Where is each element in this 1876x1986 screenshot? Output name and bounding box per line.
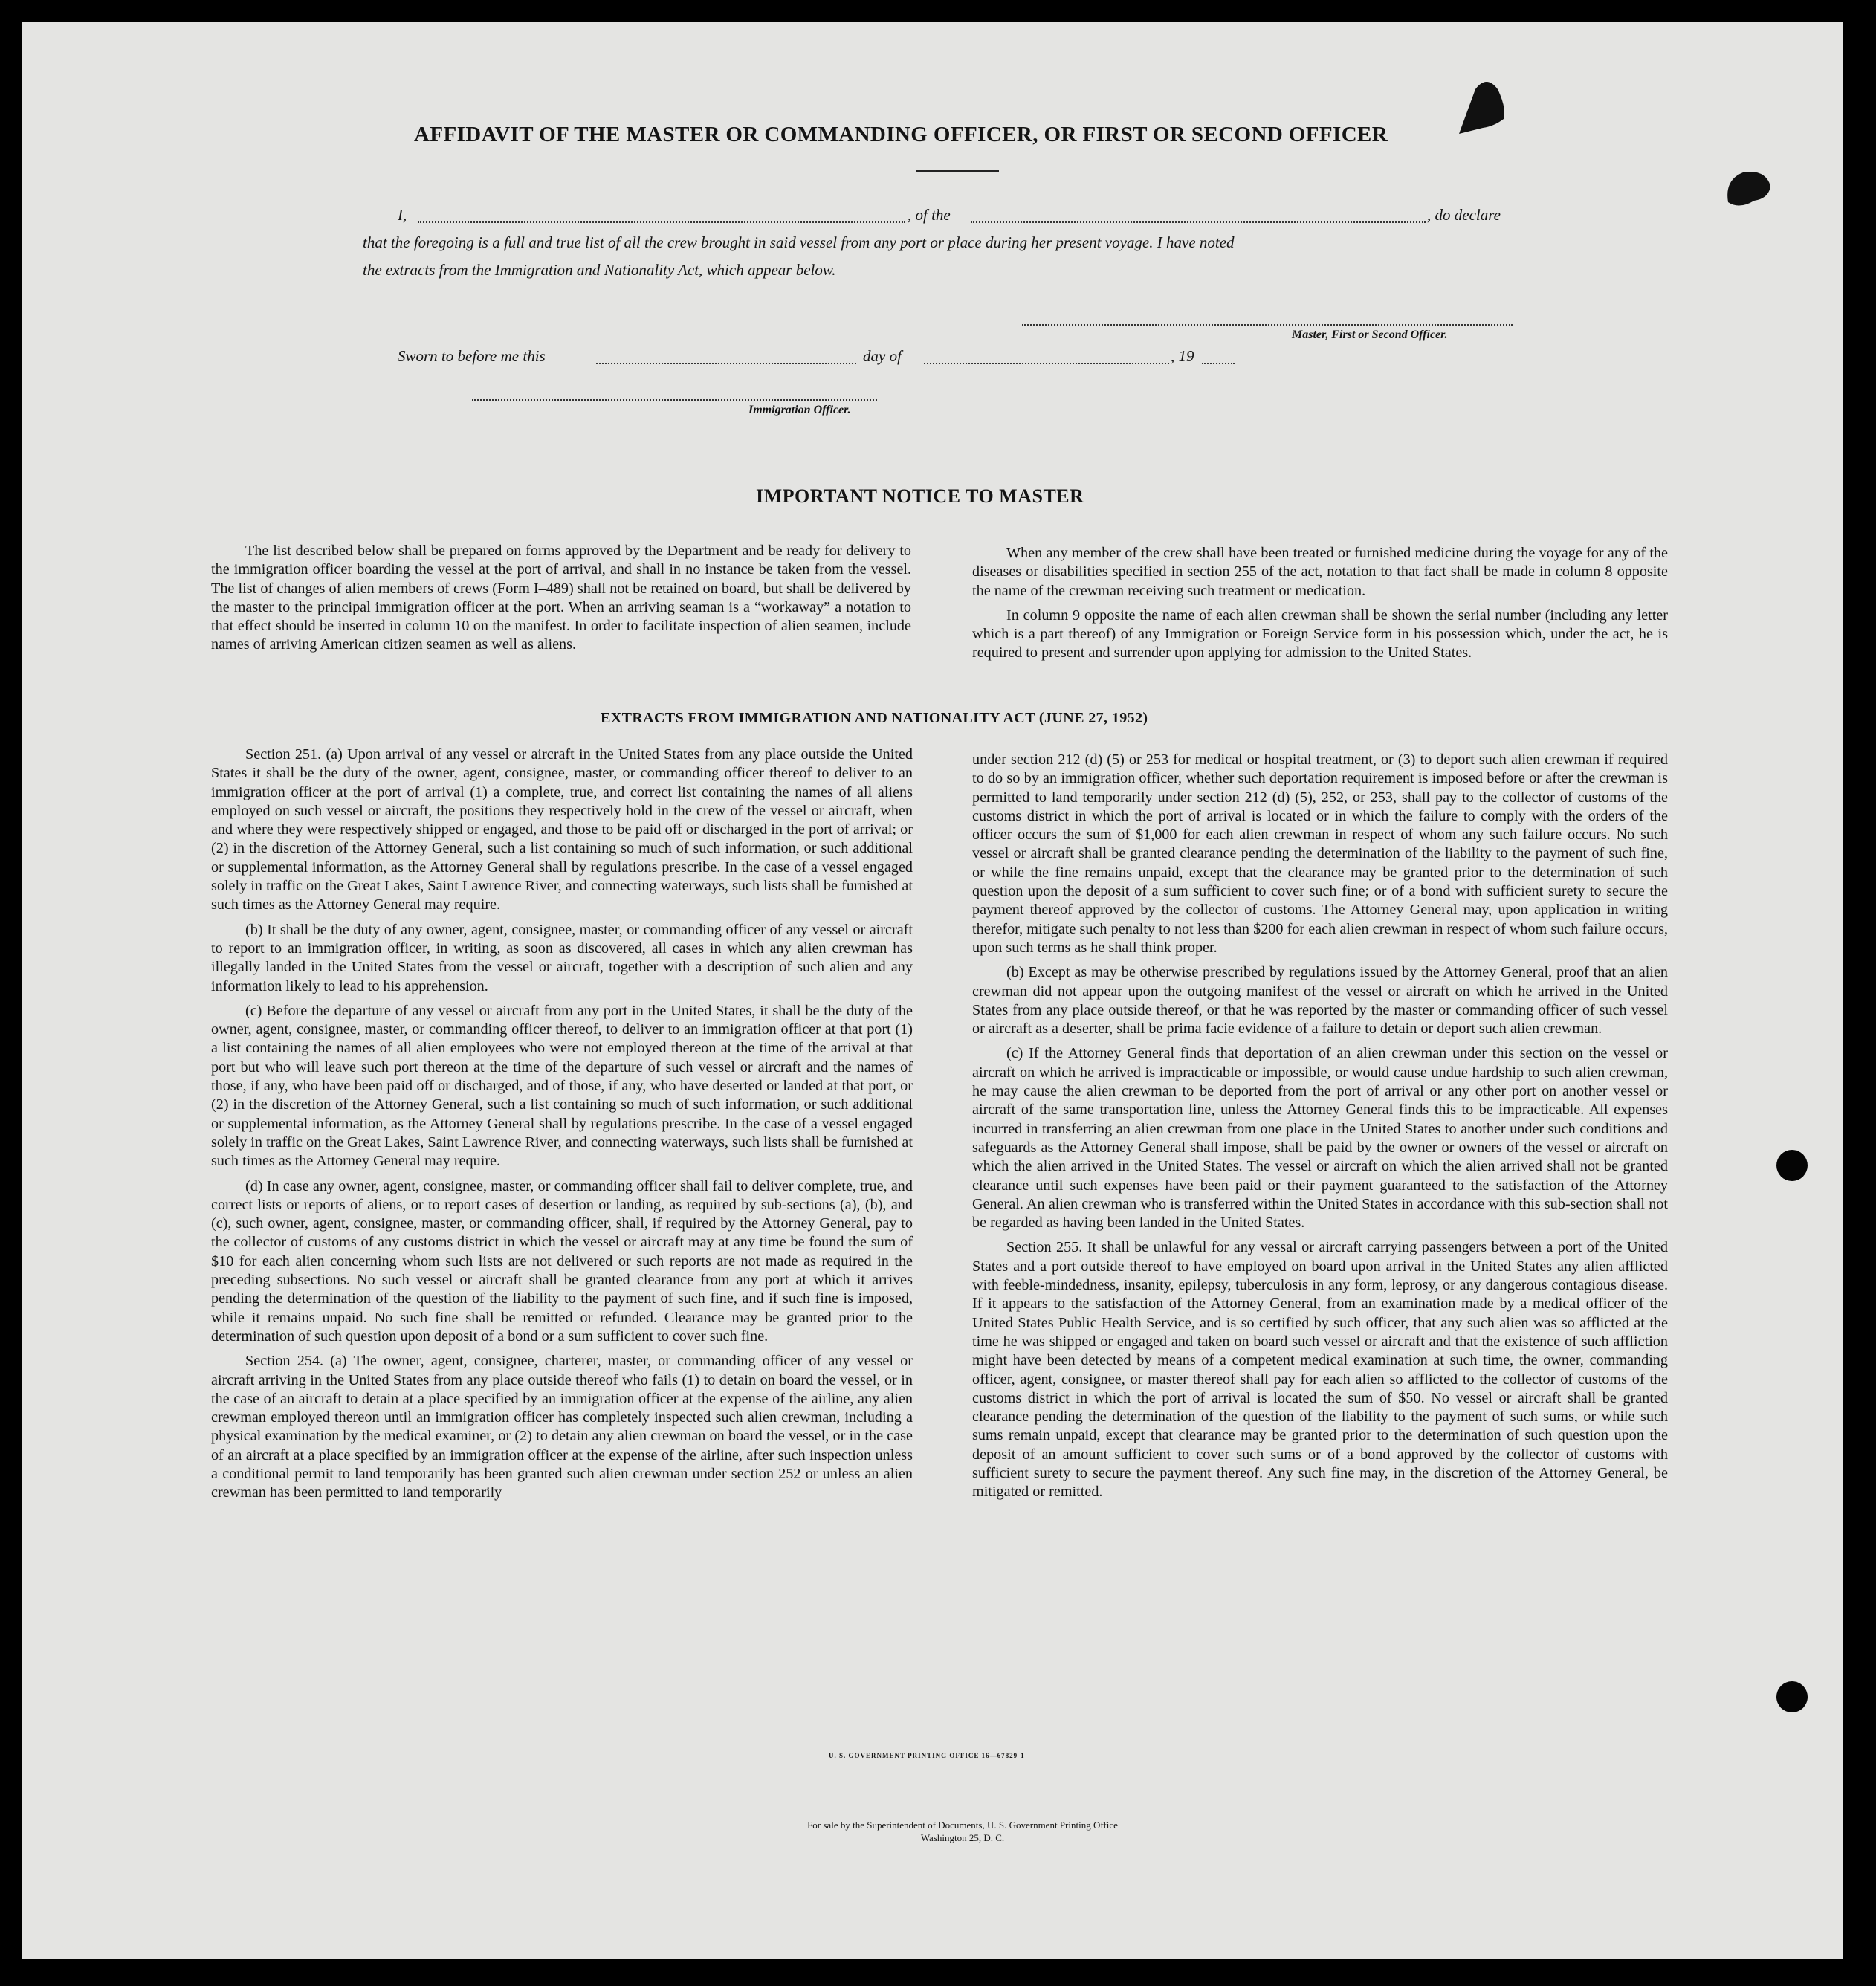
section-251-a: Section 251. (a) Upon arrival of any vessel or aircraft in the United States from any place outside the United States it shall be the duty of the owner, agent, consignee, master, or commanding officer thereof to deliver to an immigration officer at the port of arrival (1) a complete, true, and correct list containing the names of all aliens employed on such vessel or aircraft, the positions they respectively hold in the crew of the vessel or aircraft, when and where they were respectively shipped or engaged, and those to be paid off or discharged in the port of arrival; or (2) in the discretion of the Attorney General, such a list containing so much of such information, or such additional or supplemental information, as the Attorney General shall by regulations prescribe. In the case of a vessel engaged solely in traffic on the Great Lakes, Saint Lawrence River, and connecting waterways, such lists shall be furnished at such times as the Attorney General may require. xyxy=(211,746,913,913)
day-of-text: day of xyxy=(863,347,902,365)
title-divider xyxy=(916,170,999,172)
declaration-line-2: the extracts from the Immigration and Nationality Act, which appear below. xyxy=(363,261,836,279)
section-255: Section 255. It shall be unlawful for any vessal or aircraft carrying passengers between a port of the United States and a port outside thereof to have employed on board upon arrival in the United States any alien afflicted with feeble-mindedness, insanity, epilepsy, tuberculosis in any form, leprosy, or any dangerous contagious disease. If it appears to the satisfaction of the Attorney General, from an examination made by a medical officer of the United States Public Health Service, and is so certified by such officer, that any such alien was so afflicted at the time he was shipped or engaged and taken on board such vessel or aircraft and that the existence of such affliction might have been detected by means of a competent medical examination at such time, the owner, commanding officer, agent, consignee, or master thereof shall pay for each alien so afflicted to the collector of customs of the customs district in which the port of arrival is located the sum of $50. No vessel or aircraft shall be granted clearance pending the determination of the question of the liability to the payment of such sums, or while such sums remain unpaid, except that clearance may be granted prior to the determination of such question upon the deposit of an amount sufficient to cover such sums or of a bond approved by the collector of customs with sufficient surety to secure the payment thereof. Any such fine may, in the discretion of the Attorney General, be mitigated or remitted. xyxy=(972,1239,1668,1501)
year-prefix-text: , 19 xyxy=(1171,347,1194,365)
punch-hole-bottom xyxy=(1776,1681,1808,1712)
section-254-a: Section 254. (a) The owner, agent, consignee, charterer, master, or commanding officer of any vessel or aircraft arriving in the United States from any place outside thereof who fails (1) to detain on board the vessel, or in the case of an aircraft to detain at a place specified by an immigration officer at the expense of the airline, any alien crewman employed thereon until an immigration officer has completely inspected such alien crewman, including a physical examination by the medical examiner, or (2) to detain any alien crewman on board the vessel, or in the case of an aircraft at a place specified by an immigration officer at the expense of the airline, after such inspection unless a conditional permit to land temporarily has been granted such alien crewman under section 252 or unless an alien crewman has been permitted to land temporarily xyxy=(211,1353,913,1501)
notice-right-column xyxy=(972,544,1668,669)
printing-office-mark: U. S. GOVERNMENT PRINTING OFFICE 16—67829-1 xyxy=(829,1752,1025,1759)
sworn-year-field[interactable] xyxy=(1202,363,1235,364)
ink-blot-mark xyxy=(1453,74,1520,141)
section-254-c: (c) If the Attorney General finds that deportation of an alien crewman under this section on the vessel or aircraft on which he arrived is impracticable or impossible, or would cause undue hardship to such alien crewman, he may cause the alien crewman to be deported from the port of arrival or any other port on another vessel or aircraft of the same transportation line, unless the Attorney General finds this to be impracticable. All expenses incurred in transferring an alien crewman from one place in the United States to another under such conditions and safeguards as the Attorney General shall impose, shall be paid by the owner or owners of the vessel or aircraft on which the alien arrived in the United States. The vessel or aircraft on which the alien arrived shall not be granted clearance until such expenses have been paid or their payment guaranteed to the satisfaction of the Attorney General. An alien crewman who is transferred within the United States in accordance with this sub-section shall not be regarded as having been landed in the United States. xyxy=(972,1045,1668,1232)
footer-line-1: For sale by the Superintendent of Documents, U. S. Government Printing Office xyxy=(807,1820,1118,1831)
extracts-heading: EXTRACTS FROM IMMIGRATION AND NATIONALITY ACT (JUNE 27, 1952) xyxy=(601,710,1148,726)
extracts-right-column xyxy=(972,751,1668,1508)
officer-signature-label: Immigration Officer. xyxy=(748,404,851,416)
ink-blot-mark-2 xyxy=(1724,165,1776,217)
declaration-line: that the foregoing is a full and true list of all the crew brought in said vessel from any port or place during her present voyage. I have noted xyxy=(363,233,1235,251)
master-signature-field[interactable] xyxy=(1022,324,1513,326)
section-251-d: (d) In case any owner, agent, consignee, master, or commanding officer shall fail to deliver complete, true, and correct lists or reports of aliens, or to report cases of desertion or landing, as required by sub-sections (a), (b), and (c), such owner, agent, consignee, master, or commanding officer, shall, if required by the Attorney General, pay to the collector of customs of any customs district in which the vessel or aircraft may at any time be found the sum of $10 for each alien concerning whom such lists are not delivered or such reports are not made as required in the preceding subsections. No such vessel or aircraft shall be granted clearance from any port at which it arrives pending the determination of the question of the liability to the payment of such fine, and if such fine is imposed, while it remains unpaid. No such fine shall be remitted or refunded. Clearance may be granted prior to the determination of such question upon deposit of a bond or a sum sufficient to cover such fine. xyxy=(211,1177,913,1345)
sworn-day-field[interactable] xyxy=(596,363,856,364)
affidavit-title: AFFIDAVIT OF THE MASTER OR COMMANDING OFFICER, OR FIRST OR SECOND OFFICER xyxy=(414,123,1388,146)
notice-right-paragraph-2: In column 9 opposite the name of each alien crewman shall be shown the serial number (including any letter which is a part thereof) of any Immigration or Foreign Service form in his possession which, under the act, he is required to present and surrender upon applying for admission to the United States. xyxy=(972,607,1668,662)
sworn-text: Sworn to before me this xyxy=(398,347,546,365)
officer-signature-field[interactable] xyxy=(472,399,877,401)
vessel-name-field[interactable] xyxy=(971,221,1426,223)
notice-left-column xyxy=(211,542,911,661)
section-254-a-continued: under section 212 (d) (5) or 253 for medical or hospital treatment, or (3) to deport such alien crewman if required to do so by an immigration officer, whether such deportation requirement is imposed before or after the crewman is permitted to land temporarily under section 212 (d) (5), 252, or 253, shall pay to the collector of customs of the customs district in which the port of arrival is located or in which the failure to comply with the orders of the officer occurs the sum of $1,000 for each alien crewman in respect of whom any such failure occurs. No such vessel or aircraft shall be granted clearance pending the determination of the liability to the payment of such fine, or while the fine remains unpaid, except that the clearance may be granted prior to the determination of such question upon the deposit of a sum sufficient to cover such fine; or of a bond with sufficient surety to secure the payment thereof approved by the collector of customs. The Attorney General may, upon application in writing therefor, mitigate such penalty to not less than $200 for each alien crewman in respect of whom such failure occurs, upon such terms as he shall think proper. xyxy=(972,751,1668,956)
sworn-month-field[interactable] xyxy=(924,363,1169,364)
footer xyxy=(710,1819,1215,1844)
notice-right-paragraph-1: When any member of the crew shall have been treated or furnished medicine during the voyage for any of the diseases or disabilities specified in section 255 of the act, notation to that fact shall be made in column 8 opposite the name of the crewman receiving such treatment or medication. xyxy=(972,545,1668,599)
notice-heading: IMPORTANT NOTICE TO MASTER xyxy=(756,485,1084,507)
declarant-name-field[interactable] xyxy=(418,221,905,223)
of-the-text: , of the xyxy=(908,206,951,224)
notice-left-paragraph: The list described below shall be prepared on forms approved by the Department and be ready for delivery to the immigration officer boarding the vessel at the port of arrival, and shall in no instance be taken from the vessel. The list of changes of alien members of crews (Form I–489) shall not be retained on board, but shall be delivered by the master to the principal immigration officer at the port. When an arriving seaman is a “workaway” a notation to that effect should be inserted in column 10 on the manifest. In order to facilitate inspection of alien seamen, include names of arriving American citizen seamen as well as aliens. xyxy=(211,543,911,653)
do-declare-text: , do declare xyxy=(1427,206,1501,224)
section-251-c: (c) Before the departure of any vessel or aircraft from any port in the United States, it shall be the duty of the owner, agent, consignee, master, or commanding officer thereof, to deliver to an immigration officer at that port (1) a list containing the names of all alien employees who were not employed thereon at the time of the arrival at that port but who will leave such port thereon at the time of the departure of such vessel or aircraft and the names of those, if any, who have been paid off or discharged, and of those, if any, who have deserted or landed at that port, or (2) in the discretion of the Attorney General, such a list containing so much of such information, or such additional or supplemental information, as the Attorney General shall by regulations prescribe. In the case of a vessel engaged solely in traffic on the Great Lakes, Saint Lawrence River, and connecting waterways, such lists shall be furnished at such times as the Attorney General may require. xyxy=(211,1002,913,1170)
declarant-prefix: I, xyxy=(398,206,407,224)
section-251-b: (b) It shall be the duty of any owner, agent, consignee, master, or commanding officer of any vessel or aircraft to report to an immigration officer, in writing, as soon as discovered, all cases in which any alien crewman has illegally landed in the United States from the vessel or aircraft, together with a description of such alien and any information likely to lead to his apprehension. xyxy=(211,921,913,994)
section-254-b: (b) Except as may be otherwise prescribed by regulations issued by the Attorney General, proof that an alien crewman did not appear upon the outgoing manifest of the vessel or aircraft on which he arrived in the United States from any place outside thereof, or that he was reported by the master or commanding officer of such vessel or aircraft as a deserter, shall be prima facie evidence of a failure to detain or deport such alien crewman. xyxy=(972,964,1668,1038)
master-signature-label: Master, First or Second Officer. xyxy=(1292,329,1448,341)
extracts-left-column xyxy=(211,745,913,1509)
punch-hole-top xyxy=(1776,1150,1808,1181)
footer-line-2: Washington 25, D. C. xyxy=(920,1832,1005,1843)
